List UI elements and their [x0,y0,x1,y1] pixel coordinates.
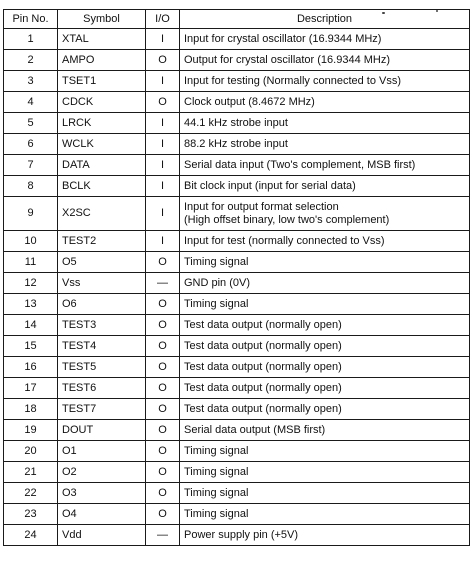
description-cell [180,399,470,420]
description-line: 44.1 kHz strobe input [184,116,288,129]
table-row [4,71,470,92]
description-cell [180,231,470,252]
io-cell: O [146,252,180,273]
table-row [4,50,470,71]
symbol-cell: TEST2 [58,231,146,252]
io-cell: I [146,176,180,197]
description-line: Test data output (normally open) [184,360,342,373]
pin-number-cell: 9 [4,197,58,231]
io-cell: O [146,483,180,504]
io-cell: I [146,197,180,231]
symbol-cell: AMPO [58,50,146,71]
description-line: Output for crystal oscillator (16.9344 MHz) [184,53,391,66]
io-cell: O [146,378,180,399]
pin-number-cell: 19 [4,420,58,441]
table-row [4,231,470,252]
description-cell [180,525,470,546]
table-row [4,378,470,399]
symbol-cell: O1 [58,441,146,462]
pin-number-cell: 21 [4,462,58,483]
description-line: Timing signal [184,507,249,520]
symbol-cell: O3 [58,483,146,504]
symbol-cell: O4 [58,504,146,525]
pin-number-cell: 15 [4,336,58,357]
description-line: Input for test (normally connected to Vss) [184,234,385,247]
table-row [4,315,470,336]
symbol-cell: TEST7 [58,399,146,420]
description-line: Timing signal [184,255,249,268]
description-cell [180,50,470,71]
description-cell [180,315,470,336]
description-cell [180,71,470,92]
description-cell [180,252,470,273]
description-line: Input for testing (Normally connected to Vss) [184,74,402,87]
description-line: Test data output (normally open) [184,381,342,394]
header-pin-no: Pin No. [4,10,58,29]
table-row [4,29,470,50]
symbol-cell: TEST4 [58,336,146,357]
pin-number-cell: 24 [4,525,58,546]
description-line: Test data output (normally open) [184,339,342,352]
io-cell: O [146,294,180,315]
symbol-cell: DOUT [58,420,146,441]
symbol-cell: XTAL [58,29,146,50]
description-line: Clock output (8.4672 MHz) [184,95,315,108]
table-row [4,504,470,525]
io-cell: O [146,336,180,357]
io-cell: I [146,231,180,252]
pin-number-cell: 18 [4,399,58,420]
table-row [4,92,470,113]
symbol-cell: WCLK [58,134,146,155]
io-cell: I [146,134,180,155]
description-line: Serial data output (MSB first) [184,423,326,436]
description-cell [180,504,470,525]
symbol-cell: X2SC [58,197,146,231]
table-row [4,176,470,197]
table-body [4,29,470,546]
description-line: Timing signal [184,297,249,310]
description-line: (High offset binary, low two's complement) [184,213,390,226]
header-description: Description [180,10,470,29]
description-line: 88.2 kHz strobe input [184,137,288,150]
pin-number-cell: 3 [4,71,58,92]
pin-number-cell: 16 [4,357,58,378]
table-row [4,399,470,420]
table-row [4,462,470,483]
description-cell [180,29,470,50]
description-cell [180,92,470,113]
description-cell [180,357,470,378]
description-line: Test data output (normally open) [184,318,342,331]
io-cell: O [146,92,180,113]
description-line: Timing signal [184,465,249,478]
description-cell [180,378,470,399]
pin-number-cell: 7 [4,155,58,176]
table-row [4,525,470,546]
pin-number-cell: 22 [4,483,58,504]
io-cell: O [146,441,180,462]
table-row [4,420,470,441]
symbol-cell: O2 [58,462,146,483]
description-line: Bit clock input (input for serial data) [184,179,356,192]
pin-number-cell: 20 [4,441,58,462]
pin-number-cell: 23 [4,504,58,525]
table-row [4,336,470,357]
description-cell [180,420,470,441]
io-cell: O [146,504,180,525]
io-cell: O [146,399,180,420]
description-cell [180,113,470,134]
pin-number-cell: 13 [4,294,58,315]
table-header [4,10,470,29]
description-line: GND pin (0V) [184,276,251,289]
table-row [4,134,470,155]
io-cell: I [146,113,180,134]
description-cell [180,483,470,504]
pin-number-cell: 1 [4,29,58,50]
table-row [4,273,470,294]
pin-number-cell: 5 [4,113,58,134]
description-cell [180,155,470,176]
table-row [4,294,470,315]
description-line: Serial data input (Two's complement, MSB first) [184,158,416,171]
description-line: Test data output (normally open) [184,402,342,415]
symbol-cell: Vdd [58,525,146,546]
symbol-cell: CDCK [58,92,146,113]
description-line: Power supply pin (+5V) [184,528,299,541]
io-cell: — [146,525,180,546]
symbol-cell: TEST3 [58,315,146,336]
pin-number-cell: 12 [4,273,58,294]
io-cell: O [146,420,180,441]
io-cell: — [146,273,180,294]
pin-description-table [3,9,470,546]
description-cell [180,197,470,231]
io-cell: I [146,155,180,176]
pin-number-cell: 14 [4,315,58,336]
description-cell [180,441,470,462]
description-line: Timing signal [184,444,249,457]
symbol-cell: BCLK [58,176,146,197]
symbol-cell: LRCK [58,113,146,134]
description-cell [180,294,470,315]
io-cell: I [146,29,180,50]
table-row [4,113,470,134]
table-row [4,357,470,378]
header-row [4,10,470,29]
io-cell: O [146,357,180,378]
symbol-cell: TEST6 [58,378,146,399]
header-symbol: Symbol [58,10,146,29]
header-io: I/O [146,10,180,29]
pin-number-cell: 2 [4,50,58,71]
description-cell [180,134,470,155]
description-cell [180,462,470,483]
description-line: Input for crystal oscillator (16.9344 MHz) [184,32,382,45]
pin-number-cell: 17 [4,378,58,399]
io-cell: I [146,71,180,92]
io-cell: O [146,462,180,483]
table-row [4,441,470,462]
description-cell [180,336,470,357]
symbol-cell: TSET1 [58,71,146,92]
table-row [4,252,470,273]
description-cell [180,176,470,197]
description-line: Input for output format selection [184,200,339,213]
symbol-cell: O6 [58,294,146,315]
pin-number-cell: 4 [4,92,58,113]
description-cell [180,273,470,294]
table-row [4,155,470,176]
pin-number-cell: 11 [4,252,58,273]
symbol-cell: TEST5 [58,357,146,378]
io-cell: O [146,50,180,71]
symbol-cell: O5 [58,252,146,273]
description-line: Timing signal [184,486,249,499]
io-cell: O [146,315,180,336]
pin-number-cell: 10 [4,231,58,252]
symbol-cell: DATA [58,155,146,176]
symbol-cell: Vss [58,273,146,294]
table-row [4,197,470,231]
pin-number-cell: 6 [4,134,58,155]
table-row [4,483,470,504]
pin-number-cell: 8 [4,176,58,197]
